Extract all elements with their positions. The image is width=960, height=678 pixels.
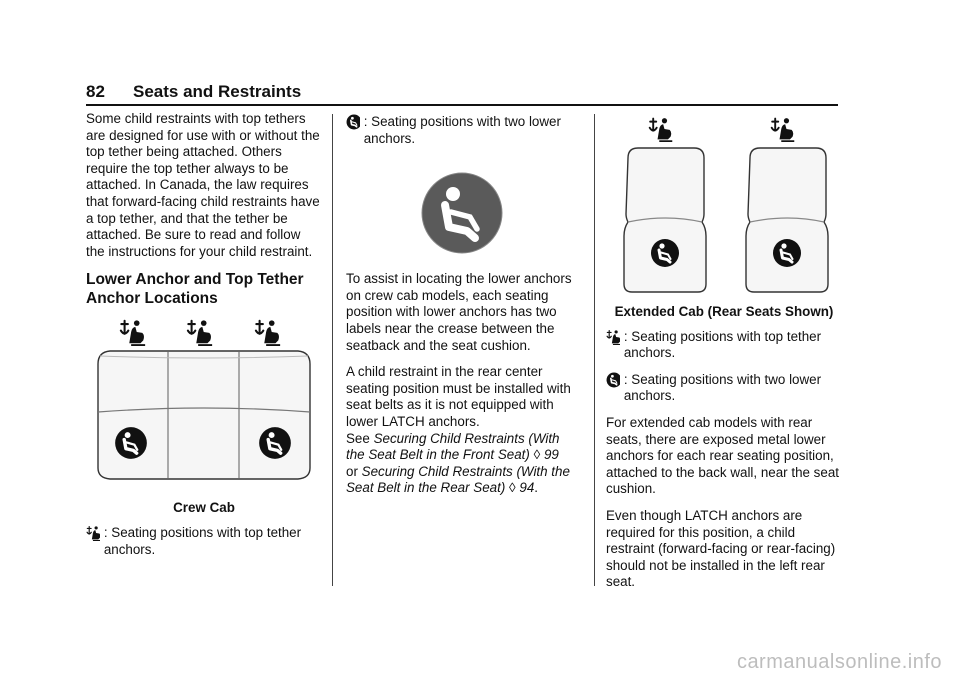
watermark: carmanualsonline.info (736, 651, 942, 673)
figure-caption: Crew Cab (173, 500, 235, 516)
crew-cab-bench-seat (98, 351, 310, 479)
column-3 (606, 114, 842, 601)
paragraph: To assist in locating the lower anchors on crew cab models, each seating position with lower anchors has two labels near the crease between the seatback and the seat cushion. (346, 271, 572, 353)
cross-reference-link[interactable]: Securing Child Restraints (With the Seat Belt in the Rear Seat) (346, 463, 570, 496)
cross-reference-link[interactable]: Securing Child Restraints (With the Seat Belt in the Front Seat) (346, 430, 560, 463)
paragraph (346, 364, 580, 497)
see-label: See (346, 430, 370, 446)
header-rule (86, 104, 838, 106)
tether-icon (650, 118, 673, 141)
intro-paragraph: Some child restraints with top tethers are designed for use with or without the top tether being attached. Others require the top tether always to be attached. In Canada, the law requires that forward-facing child restraints have a top tether, and that the tether be attached. Be sure to read and follow the instructions for your child restraint. (86, 111, 320, 259)
column-divider (332, 114, 333, 586)
lower-anchor-legend (606, 372, 842, 405)
lower-anchor-icon (115, 427, 147, 459)
lower-anchor-large-icon (420, 171, 504, 255)
lower-anchor-legend-text: : Seating positions with two lower anchors. (623, 371, 822, 404)
column-1 (86, 111, 322, 568)
extended-cab-right-seat (746, 148, 828, 292)
lower-anchor-icon (259, 427, 291, 459)
section-title: Seats and Restraints (133, 82, 302, 101)
page-reference[interactable]: 99 (543, 447, 559, 463)
lower-anchor-icon (651, 239, 679, 267)
page-reference-arrow: ◊ (533, 447, 541, 463)
paragraph: Even though LATCH anchors are required for this position, a child restraint (forward-facing or rear-facing) should not be installed in the left rear seat. (606, 507, 836, 590)
period: . (534, 480, 539, 496)
section-heading: Lower Anchor and Top Tether Anchor Locations (86, 271, 304, 308)
extended-cab-left-seat (624, 148, 706, 292)
lower-anchor-icon (606, 372, 620, 388)
tether-legend-text: : Seating positions with top tether anchors. (103, 524, 302, 557)
or-label: or (346, 463, 358, 479)
page-number: 82 (86, 82, 105, 101)
column-divider (594, 114, 595, 586)
tether-icon (772, 118, 795, 141)
lower-anchor-icon (773, 239, 801, 267)
lower-anchor-legend-text: : Seating positions with two lower anchors. (363, 114, 561, 146)
page-reference-arrow: ◊ (509, 480, 516, 496)
extended-cab-figure (606, 114, 842, 298)
page-reference[interactable]: 94 (519, 480, 535, 496)
lower-anchor-legend (346, 114, 580, 147)
page-header (86, 82, 838, 104)
tether-icon (121, 321, 145, 346)
figure-caption: Extended Cab (Rear Seats Shown) (614, 304, 834, 319)
paragraph: For extended cab models with rear seats, there are exposed metal lower anchors for each rear seating position, attached to the back wall, near the seat cushion. (606, 414, 839, 497)
tether-legend (606, 329, 842, 362)
paragraph-text: A child restraint in the rear center seating position must be installed with seat belts as it is not equipped with lower LATCH anchors. (346, 364, 571, 429)
crew-cab-figure (86, 318, 322, 494)
tether-legend (86, 525, 322, 558)
tether-legend-text: : Seating positions with top tether anchors. (623, 328, 822, 361)
tether-icon (86, 525, 100, 541)
tether-icon (606, 329, 620, 345)
tether-icon (188, 321, 212, 346)
lower-anchor-icon (346, 114, 360, 130)
column-2 (346, 114, 580, 507)
tether-icon (256, 321, 280, 346)
